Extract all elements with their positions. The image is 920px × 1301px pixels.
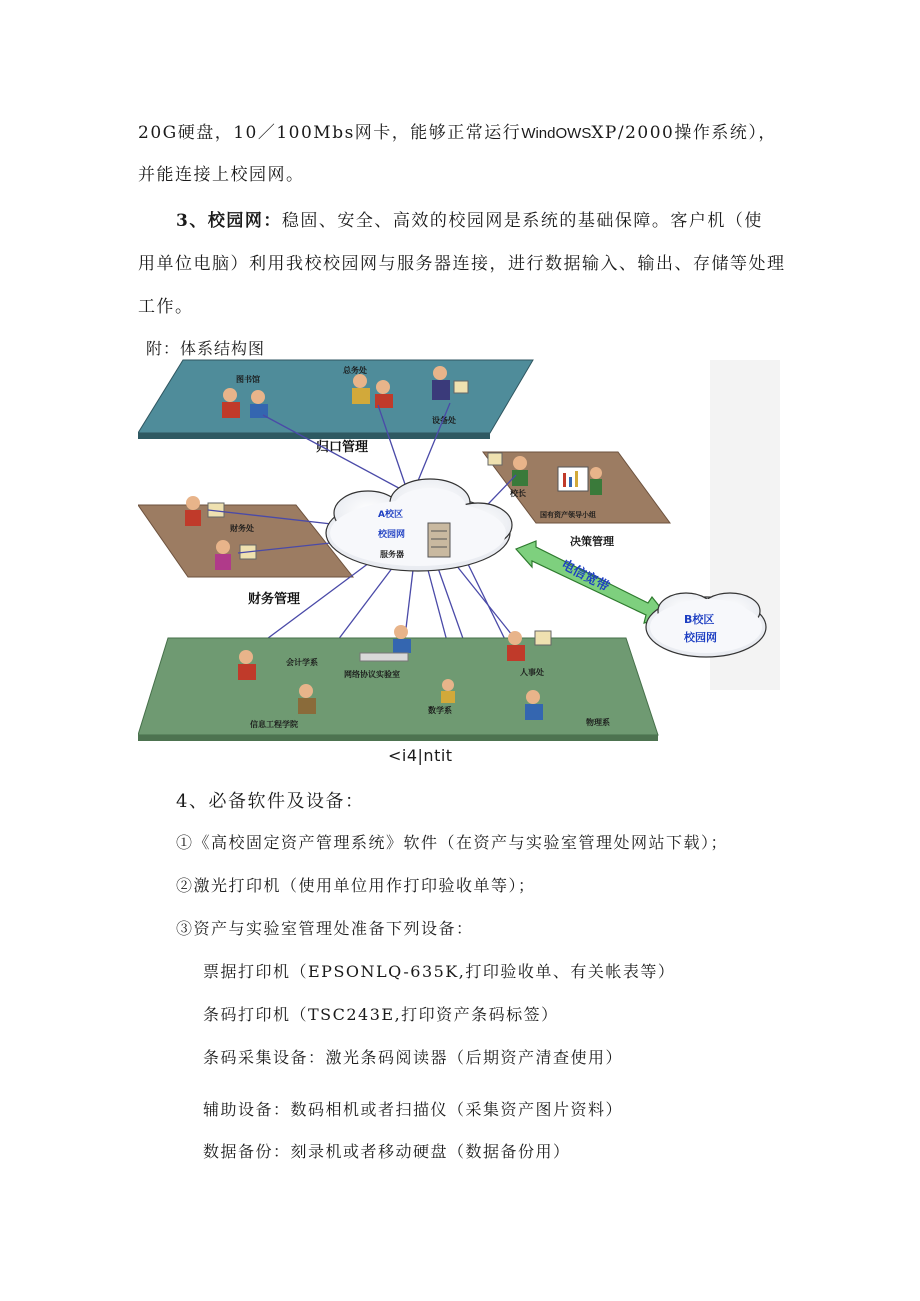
bottom-item-info-eng: 信息工程学院	[250, 720, 298, 729]
para3-heading: 3、校园网：	[176, 211, 282, 231]
diagram-caption: <i4|ntit	[388, 746, 453, 765]
bottom-item-accounting: 会计学系	[286, 658, 318, 667]
cloud-a-line1: A校区	[378, 510, 403, 520]
top-item-equipment: 设备处	[432, 416, 456, 425]
bottom-item-physics: 物理系	[586, 718, 610, 727]
device-ticket-printer: 票据打印机（EPSONLQ-635K,打印验收单、有关帐表等）	[203, 962, 676, 981]
section4-item-2: ②激光打印机（使用单位用作打印验收单等）；	[176, 876, 536, 895]
para3-line3: 工作。	[138, 297, 194, 317]
right-item-asset-group: 国有资产领导小组	[540, 511, 596, 519]
bottom-item-network-lab: 网络协议实验室	[344, 670, 400, 679]
top-item-general-affairs: 总务处	[343, 366, 367, 375]
architecture-diagram	[138, 355, 780, 745]
right-panel-title: 决策管理	[570, 535, 614, 548]
cloud-a-campus	[326, 479, 512, 571]
top-panel	[138, 360, 533, 433]
left-item-finance: 财务处	[230, 524, 254, 533]
para1-line1-b: XP/2000操作系统），	[591, 123, 777, 143]
para3-line2: 用单位电脑）利用我校校园网与服务器连接，进行数据输入、输出、存储等处理	[138, 254, 786, 274]
para3-line1	[176, 206, 763, 231]
para1-line1-a: 20G硬盘，10／100Mbs网卡，能够正常运行	[138, 123, 522, 143]
right-item-president: 校长	[510, 489, 526, 498]
cloud-b-line2: 校园网	[684, 631, 717, 644]
device-backup: 数据备份：刻录机或者移动硬盘（数据备份用）	[203, 1142, 571, 1161]
bottom-item-math: 数学系	[428, 706, 452, 715]
windows-text: WindOWS	[521, 125, 592, 142]
section4-item-3: ③资产与实验室管理处准备下列设备：	[176, 919, 474, 938]
device-auxiliary: 辅助设备：数码相机或者扫描仪（采集资产图片资料）	[203, 1100, 624, 1119]
device-barcode-printer: 条码打印机（TSC243E,打印资产条码标签）	[203, 1005, 559, 1024]
section4-item-1: ①《高校固定资产管理系统》软件（在资产与实验室管理处网站下载）；	[176, 833, 729, 852]
section4-heading: 4、必备软件及设备：	[176, 791, 365, 812]
left-panel	[138, 505, 353, 577]
para3-line1-rest: 稳固、安全、高效的校园网是系统的基础保障。客户机（使	[281, 211, 763, 231]
top-panel-title: 归口管理	[316, 440, 369, 455]
bottom-panel-edge	[138, 735, 658, 741]
left-panel-title: 财务管理	[248, 592, 301, 607]
para1-line1	[138, 118, 777, 143]
cloud-a-line2: 校园网	[378, 530, 406, 540]
bottom-item-personnel: 人事处	[520, 668, 544, 677]
broadband-label: 电信宽带	[558, 557, 612, 596]
appendix-label: 附：体系结构图	[146, 339, 266, 358]
device-barcode-reader: 条码采集设备：激光条码阅读器（后期资产清查使用）	[203, 1048, 624, 1067]
cloud-a-line3: 服务器	[380, 550, 404, 559]
para1-line2: 并能连接上校园网。	[138, 165, 305, 185]
top-item-library: 图书馆	[236, 375, 260, 384]
cloud-b-line1: B校区	[684, 613, 715, 626]
